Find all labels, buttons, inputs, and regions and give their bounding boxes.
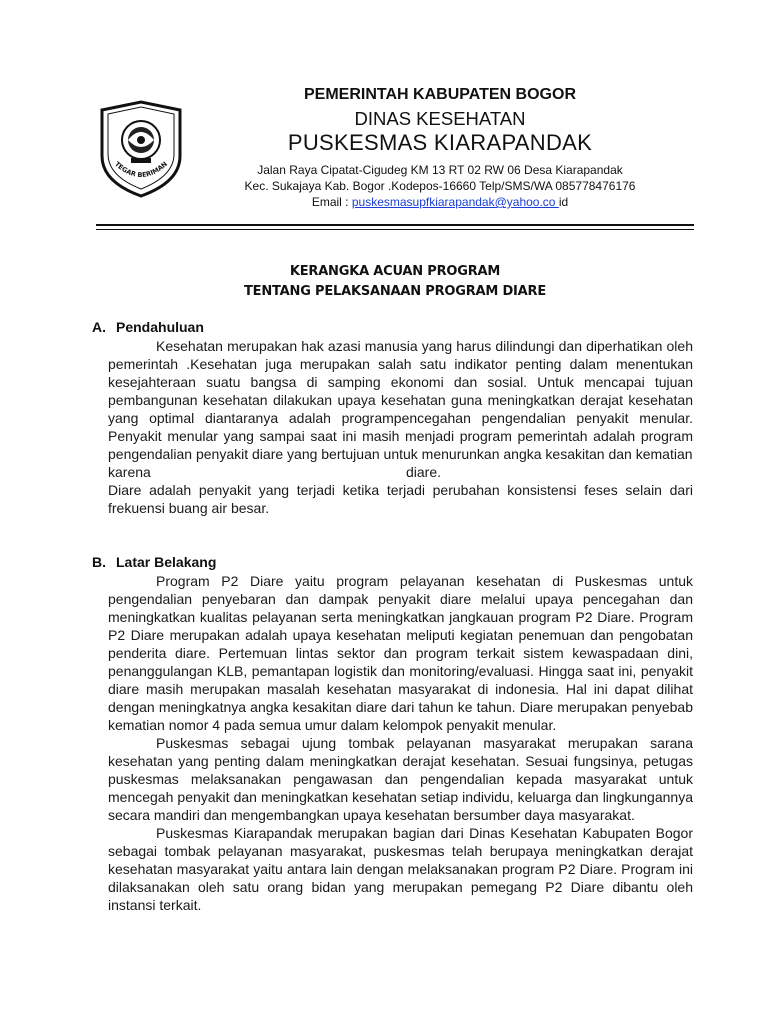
- paragraph: Program P2 Diare yaitu program pelayanan kesehatan di Puskesmas untuk pengendalian penyebaran dan dampak penyakit diare melalui upaya pencegahan dan meningkatkan kualitas pelayanan serta meningkatkan jangkauan program P2 Diare. Program P2 Diare merupakan adalah upaya kesehatan meliputi kegiatan penemuan dan pengobatan penderita diare. Pertemuan lintas sektor dan program terkait sistem kewaspadaan dini, penanggulangan KLB, pemantapan logistik dan monitoring/evaluasi. Hingga saat ini, penyakit diare masih merupakan masalah kesehatan masyarakat di indonesia. Hal ini dapat dilihat dengan meningkatnya angka kesakitan diare dari tahun ke tahun. Diare merupakan penyebab kematian nomor 4 pada semua umur dalam kelompok penyakit menular.: [108, 573, 693, 733]
- paragraph: Diare adalah penyakit yang terjadi ketika terjadi perubahan konsistensi feses selain dari frekuensi buang air besar.: [108, 482, 693, 516]
- document-title: KERANGKA ACUAN PROGRAM: [289, 264, 501, 279]
- paragraph-split-line: [108, 463, 693, 481]
- email-link[interactable]: puskesmasupfkiarapandak@yahoo.co: [351, 195, 559, 209]
- paragraph: Puskesmas Kiarapandak merupakan bagian dari Dinas Kesehatan Kabupaten Bogor sebagai tombak pelayanan masyarakat, puskesmas telah berupaya meningkatkan derajat kesehatan masyarakat yaitu antara lain dengan melaksanakan program P2 Diare. Program ini dilaksanakan oleh satu orang bidan yang merupakan pemegang P2 Diare dibantu oleh instansi terkait.: [108, 825, 693, 913]
- section-body-pendahuluan: [108, 337, 693, 517]
- section-letter: B.: [92, 554, 106, 570]
- document-subtitle: TENTANG PELAKSANAAN PROGRAM DIARE: [243, 284, 547, 299]
- logo-motto: TEGAR BERIMAN: [113, 159, 169, 180]
- text-fragment: diare.: [406, 464, 442, 480]
- header-divider-thin: [96, 229, 694, 230]
- header-divider-thick: [96, 224, 694, 226]
- section-heading-latar-belakang: [92, 554, 216, 570]
- paragraph: Kesehatan merupakan hak azasi manusia yang harus dilindungi dan diperhatikan oleh pemerintah .Kesehatan juga merupakan salah satu indikator penting dalam menentukan kesejahteraan suatu bangsa di samping ekonomi dan sosial. Untuk mencapai tujuan pembangunan kesehatan dilakukan upaya kesehatan guna meningkatkan derajat kesehatan yang optimal diantaranya adalah programpencegahan pengendalian penyakit menular. Penyakit menular yang sampai saat ini masih menjadi program pemerintah adalah program pengendalian penyakit diare yang bertujuan untuk menurunkan angka kesakitan dan kematian: [108, 338, 693, 462]
- department-name: DINAS KESEHATAN: [354, 108, 526, 129]
- address-line-1: Jalan Raya Cipatat-Cigudeg KM 13 RT 02 RW 06 Desa Kiarapandak: [257, 163, 623, 177]
- address-line-2: Kec. Sukajaya Kab. Bogor .Kodepos-16660 Telp/SMS/WA 085778476176: [244, 179, 636, 193]
- agency-name: PEMERINTAH KABUPATEN BOGOR: [304, 86, 576, 103]
- section-title: Pendahuluan: [116, 319, 204, 335]
- email-line: [190, 195, 690, 209]
- email-suffix: id: [558, 195, 569, 209]
- text-fragment: karena: [108, 464, 151, 480]
- paragraph: Puskesmas sebagai ujung tombak pelayanan masyarakat merupakan sarana kesehatan yang penting dalam meningkatkan derajat kesehatan. Sesuai fungsinya, petugas puskesmas melaksanakan pengawasan dan pengendalian kepada masyarakat untuk mencegah penyakit dan meningkatkan kesehatan setiap individu, keluarga dan lingkungannya secara mandiri dan mengembangkan upaya kesehatan bersumber daya masyarakat.: [108, 735, 693, 823]
- puskesmas-name: PUSKESMAS KIARAPANDAK: [287, 130, 593, 155]
- section-heading-pendahuluan: [92, 319, 204, 335]
- section-title: Latar Belakang: [116, 554, 217, 570]
- section-letter: A.: [92, 319, 106, 335]
- kabupaten-bogor-logo: [98, 100, 184, 198]
- section-body-latar-belakang: [108, 572, 693, 914]
- email-label: Email :: [311, 195, 352, 209]
